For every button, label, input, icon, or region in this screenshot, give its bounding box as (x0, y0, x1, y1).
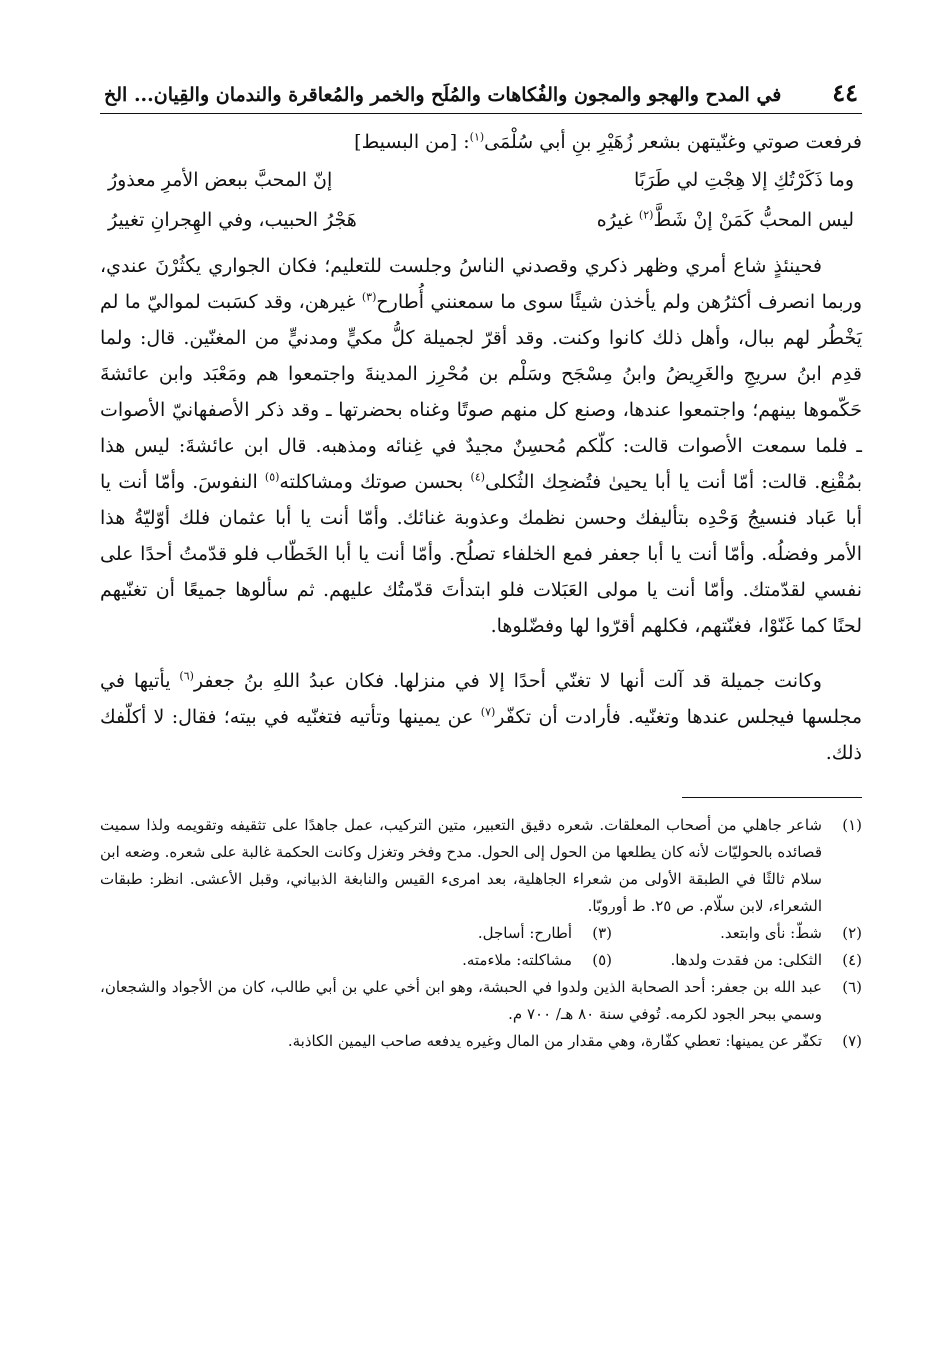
paragraph-1-part-1: فحينئذٍ شاع أمري وظهر ذكري وقصدني الناسُ وجلست للتعليم؛ فكان الجواري يكثُرْنَ عندي، وربما انصرف أكثرُهن ولم يأخذن شيئًا سوى ما سمعنني أُطارح (100, 255, 863, 313)
paragraph-2 (100, 663, 862, 771)
footnote-7 (100, 1028, 862, 1055)
paragraph-1-part-4: النفوسَ. وأمّا أنت يا أبا عَباد فنسيجُ وَحْدِه بتأليفك وحسن نظمك وعذوبة غنائك. وأمّا أنت يا أبا عثمان فلك أوّليّةُ هذا الأمر وفضلُه. وأمّا أنت يا أبا جعفر فمع الخلفاء تصلُح. وأمّا أنت يا أبا الخَطّاب فلو قدّمتُ أحدًا على نفسي لقدّمتك. وأمّا أنت يا مولى العَبَلات فلو ابتدأتَ قدّمتُك عليهم. ثم سألوها جميعًا أن تغنّيهم لحنًا كما غَنّوْا، فغنّتهم، فكلهم أقرّوا لها وفضّلوها. (100, 471, 862, 637)
footnote-7-number: (٧) (842, 1032, 862, 1050)
running-title: في المدح والهجو والمجون والفُكاهات والمُلَح والخمر والمُعاقرة والندمان والقِيان... الخ (104, 84, 782, 106)
verse-2-second-hemistich: هَجْرُ الحبيب، وفي الهِجرانِ تغييرُ (108, 209, 357, 231)
running-header (100, 78, 862, 114)
verse-1-second-hemistich: إنّ المحبَّ ببعض الأمرِ معذورُ (108, 169, 333, 191)
footnote-3-number: (٣) (592, 924, 612, 942)
footnote-ref-3[interactable]: (٣) (361, 290, 377, 304)
footnote-5-number: (٥) (592, 951, 612, 969)
footnote-ref-1[interactable]: (١) (469, 130, 485, 144)
poem-verses (100, 160, 862, 240)
meter-label: : [من البسيط] (354, 131, 470, 153)
verse-2-text: ليس المحبُّ كَمَنْ إنْ شَطَّ (653, 209, 854, 231)
paragraph-2-part-1: وكانت جميلة قد آلت أنها لا تغنّي أحدًا إلا في منزلها. فكان عبدُ اللهِ بنُ جعفر (193, 670, 822, 692)
book-page (100, 78, 862, 1055)
paragraph-2-part-3: عن يمينها وتأتيه فتغنّيه في بيته؛ فقال: لا أكلّفك ذلك. (100, 706, 862, 764)
footnote-4-number: (٤) (842, 951, 862, 969)
footnotes (100, 812, 862, 1055)
footnote-1 (100, 812, 862, 920)
footnote-7-text: تكفّر عن يمينها: تعطي كفّارة، وهي مقدار من المال وغيره يدفعه صاحب اليمين الكاذبة. (287, 1032, 822, 1050)
footnote-3-text: أطارح: أساجل. (477, 924, 572, 942)
footnote-1-text: شاعر جاهلي من أصحاب المعلقات. شعره دقيق التعبير، متين التركيب، عمل جاهدًا على تثقيفه وتقويمه ولذا سميت قصائده بالحوليّات لأنه كان يطلعها من الحول إلى الحول. مدح وفخر وتغزل وكانت الحكمة غالبة على شعره. وضعه ابن سلام ثالثًا في الطبقة الأولى من شعراء الجاهلية، بعد امرىء القيس والنابغة الذبياني، وقبل الأعشى. انظر: طبقات الشعراء، لابن سلّام. ص ٢٥. ط أوروبّا. (100, 816, 822, 915)
footnotes-row-2-3 (100, 920, 862, 947)
footnote-6 (100, 974, 862, 1028)
footnote-2 (612, 920, 862, 947)
verse-2-text-end: غيرُه (596, 209, 639, 231)
footnote-4-text: الثكلى: من فقدت ولدها. (670, 951, 822, 969)
footnote-ref-5[interactable]: (٥) (264, 470, 280, 484)
footnote-5 (362, 947, 612, 974)
paragraph-2-part-2: يأتيها في مجلسها فيجلس عندها وتغنّيه. فأرادت أن تكفّر (100, 670, 863, 728)
verse-1 (100, 160, 862, 200)
verse-2-first-hemistich (597, 200, 854, 240)
paragraph-1 (100, 248, 862, 644)
verse-2 (100, 200, 862, 240)
footnote-6-number: (٦) (842, 978, 862, 996)
footnote-2-number: (٢) (842, 924, 862, 942)
footnote-1-number: (١) (842, 816, 862, 834)
paragraph-1-part-3: بحسن صوتك ومشاكلته (279, 471, 471, 493)
footnote-ref-2[interactable]: (٢) (638, 208, 654, 222)
footnote-3 (362, 920, 612, 947)
footnote-ref-6[interactable]: (٦) (179, 669, 194, 683)
footnote-5-text: مشاكلته: ملاءمته. (462, 951, 572, 969)
footnote-2-text: شطّ: نأى وابتعد. (720, 924, 822, 942)
footnotes-row-4-5 (100, 947, 862, 974)
footnote-separator (682, 797, 862, 798)
footnote-ref-7[interactable]: (٧) (480, 705, 496, 719)
intro-line (100, 124, 862, 160)
intro-text: فرفعت صوتي وغنّيتهن بشعر زُهَيْرِ بنِ أبي سُلْمَى (484, 131, 862, 153)
verse-1-first-hemistich: وما ذَكَرْتُكِ إلا هِجْتِ لي طَرَبًا (634, 169, 854, 191)
footnote-4 (612, 947, 862, 974)
footnote-6-text: عبد الله بن جعفر: أحد الصحابة الذين ولدوا في الحبشة، وهو ابن أخي علي بن أبي طالب، كان من الأجواد والشجعان، وسمي ببحر الجود لكرمه. تُوفي سنة ٨٠ هـ/ ٧٠٠ م. (100, 978, 822, 1023)
page-number: ٤٤ (832, 78, 858, 107)
footnote-ref-4[interactable]: (٤) (470, 470, 486, 484)
paragraph-1-part-2: غيرهن، وقد كسَبت لمواليّ ما لم يَخْطُر لهم ببال، وأهل ذلك كانوا وكنت. وقد أقرّ لجميلة كلُّ مكيٍّ ومدنيٍّ من المغنّين. قال: ولما قدِم ابنُ سريجِ والغَرِيضُ وابنُ مِسْجَح وسَلْم بن مُحْرِز المدينةَ واجتمعوا هم ومَعْبَد وابن عائشةَ حَكّموها بينهم؛ واجتمعوا عندها، وصنع كل منهم صوتًا وغناه بحضرتها ـ وقد ذكر الأصفهانيّ الأصوات ـ فلما سمعت الأصوات قالت: كلّكم مُحسِنٌ مجيدٌ في غِنائه ومذهبه. قال ابن عائشةَ: ليس هذا بمُقْنِع. قالت: أمّا أنت يا أبا يحيىٰ فتُضحِك الثُكلى (100, 291, 862, 493)
